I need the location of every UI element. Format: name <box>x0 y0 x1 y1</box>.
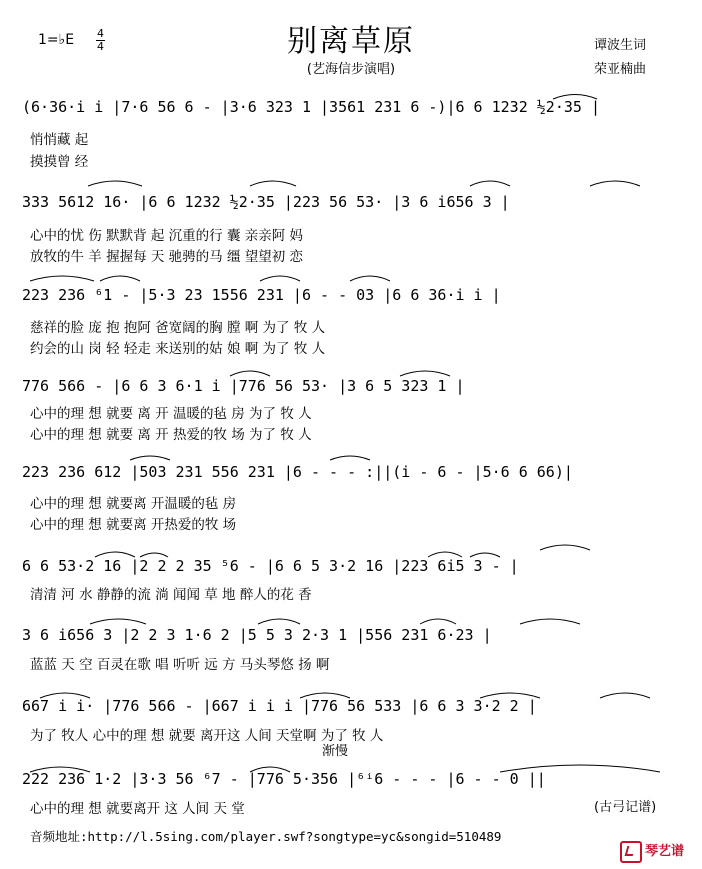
score-row-9-notes: 222 236 1·2 |3·3 56 ⁶7 - |776 5·356 |⁶ⁱ6 - - - |6 - - 0 || <box>22 770 546 788</box>
score-row-5-lyrics-verse1: 心中的理 想 就要离 开温暖的毡 房 <box>30 496 237 512</box>
score-row-4-lyrics-verse1: 心中的理 想 就要 离 开 温暖的毡 房 为了 牧 人 <box>30 406 312 422</box>
score-row-4-notes: 776 566 - |6 6 3 6·1 i |776 56 53· |3 6 5 323 1 | <box>22 377 465 395</box>
score-row-9-lyrics: 心中的理 想 就要离开 这 人间 天 堂 <box>30 801 245 817</box>
score-row-5-lyrics-verse2: 心中的理 想 就要离 开热爱的牧 场 <box>30 517 237 533</box>
score-row-2-notes: 333 5612 16· |6 6 1232 ½2·35 |223 56 53· |3 6 i656 3 | <box>22 193 510 211</box>
score-row-2-lyrics-verse2: 放牧的牛 羊 握握每 天 驰骋的马 缰 望望初 恋 <box>30 249 304 265</box>
composer-credit: 荣亚楠曲 <box>594 62 647 77</box>
score-row-3-notes: 223 236 ⁶1 - |5·3 23 1556 231 |6 - - 03 |6 6 36·i i | <box>22 286 501 304</box>
site-logo <box>620 840 696 864</box>
score-row-1-notes: (6·36·i i |7·6 56 6 - |3·6 323 1 |3561 231 6 -)|6 6 1232 ½2·35 | <box>22 98 600 116</box>
score-row-1-lyrics-verse1: 悄悄藏 起 <box>30 132 89 148</box>
song-title: 别离草原 <box>287 24 415 59</box>
audio-url-footer: 音频地址:http://l.5sing.com/player.swf?songtype=yc&songid=510489 <box>30 829 502 844</box>
key-signature: 1=♭E <box>38 32 75 48</box>
score-row-7-lyrics: 蓝蓝 天 空 百灵在歌 唱 听听 远 方 马头琴悠 扬 啊 <box>30 657 330 673</box>
score-row-7-notes: 3 6 i656 3 |2 2 3 1·6 2 |5 5 3 2·3 1 |556 231 6·23 | <box>22 626 492 644</box>
logo-icon <box>620 841 642 863</box>
performer-credit: (艺海信步演唱) <box>306 62 396 77</box>
score-row-6-lyrics: 清清 河 水 静静的流 淌 闻闻 草 地 醉人的花 香 <box>30 587 312 603</box>
score-row-3-lyrics-verse1: 慈祥的脸 庞 抱 抱阿 爸宽阔的胸 膛 啊 为了 牧 人 <box>30 320 326 336</box>
transcriber-credit: (古弓记谱) <box>594 800 657 815</box>
score-row-8-notes: 667 i i· |776 566 - |667 i i i |776 56 533 |6 6 3 3·2 2 | <box>22 697 537 715</box>
lyricist-credit: 谭波生词 <box>594 38 647 53</box>
tempo-marking: 渐慢 <box>322 744 349 759</box>
time-signature-bottom: 4 <box>97 40 104 53</box>
score-row-2-lyrics-verse1: 心中的忧 伤 默默背 起 沉重的行 囊 亲亲阿 妈 <box>30 228 304 244</box>
score-row-8-lyrics: 为了 牧人 心中的理 想 就要 离开这 人间 天堂啊 为了 牧 人 <box>30 728 384 744</box>
logo-text: 琴艺谱 <box>645 844 685 859</box>
score-row-3-lyrics-verse2: 约会的山 岗 轻 轻走 来送别的姑 娘 啊 为了 牧 人 <box>30 341 326 357</box>
score-row-4-lyrics-verse2: 心中的理 想 就要 离 开 热爱的牧 场 为了 牧 人 <box>30 427 312 443</box>
time-signature-top: 4 <box>97 27 104 40</box>
score-row-6-notes: 6 6 53·2 16 |2 2 2 35 ⁵6 - |6 6 5 3·2 16 |223 6i5 3 - | <box>22 557 519 575</box>
score-row-1-lyrics-verse2: 摸摸曾 经 <box>30 154 89 170</box>
score-row-5-notes: 223 236 612 |503 231 556 231 |6 - - - :||(i - 6 - |5·6 6 66)| <box>22 463 573 481</box>
